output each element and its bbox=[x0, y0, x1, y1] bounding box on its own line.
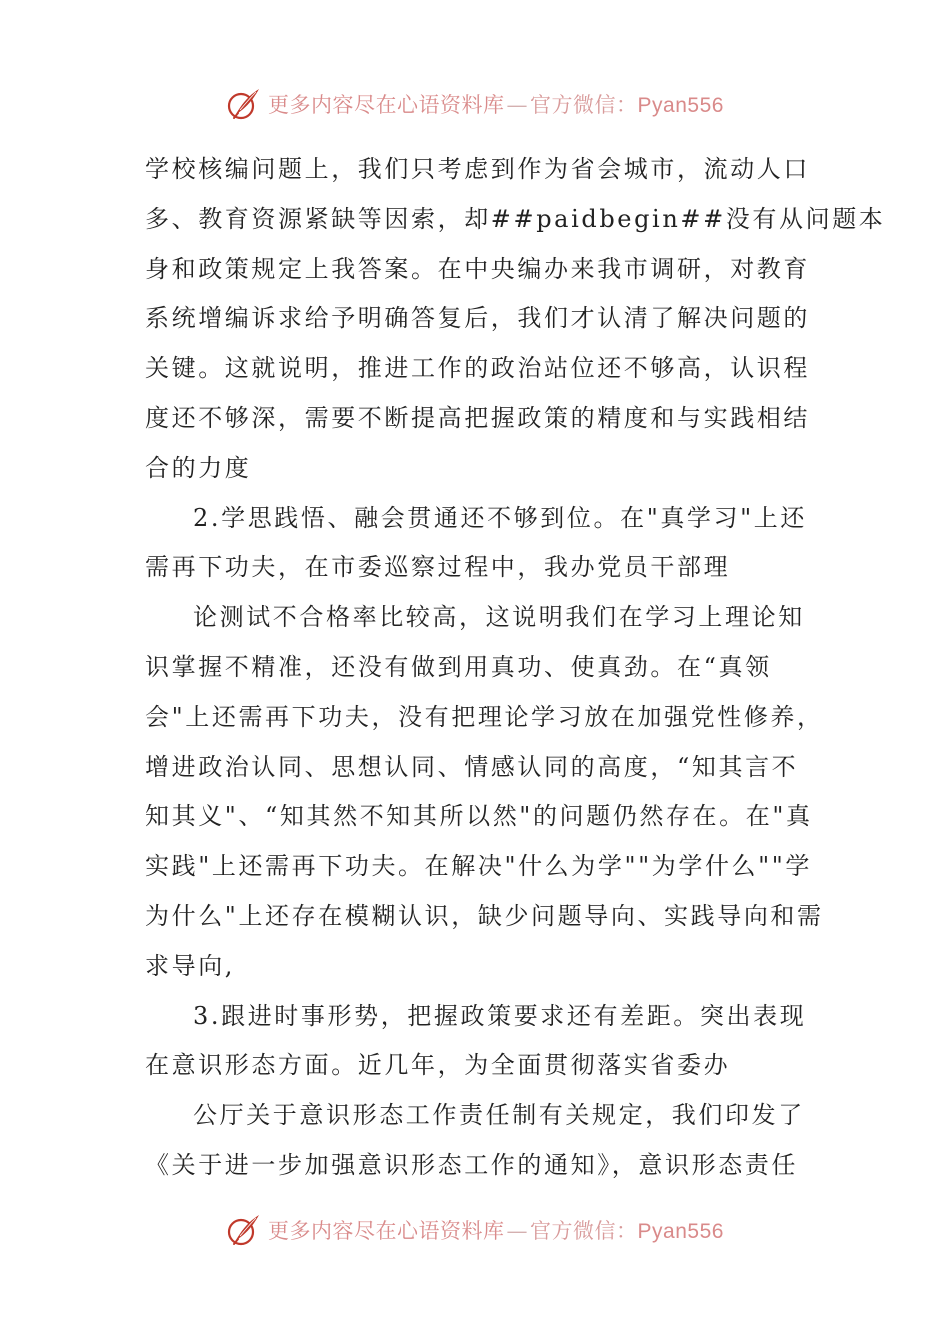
body-line: 会"上还需再下功夫，没有把理论学习放在加强党性修养， bbox=[145, 702, 824, 731]
body-line: 需再下功夫，在市委巡察过程中，我办党员干部理 bbox=[145, 553, 731, 582]
body-line: 求导向, bbox=[145, 951, 236, 980]
header-wechat-label: 官方微信： bbox=[530, 93, 638, 117]
body-line: 身和政策规定上我答案。在中央编办来我市调研，对教育 bbox=[145, 254, 810, 283]
body-line: 多、教育资源紧缺等因索，却##paidbegin##没有从问题本 bbox=[145, 204, 886, 233]
body-line: 在意识形态方面。近几年，为全面贯彻落实省委办 bbox=[145, 1051, 731, 1080]
header-banner-text bbox=[268, 89, 724, 119]
header-site-name: 更多内容尽在心语资料库 bbox=[268, 93, 505, 117]
footer-wechat-id: Pyan556 bbox=[637, 1220, 724, 1243]
document-body bbox=[145, 145, 886, 1191]
body-line: 论测试不合格率比较高，这说明我们在学习上理论知 bbox=[193, 603, 805, 632]
body-line: 系统增编诉求给予明确答复后，我们才认清了解决问题的 bbox=[145, 304, 810, 333]
body-line: 知其义"、“知其然不知其所以然"的问题仍然存在。在"真 bbox=[145, 802, 813, 831]
footer-watermark-banner bbox=[0, 1206, 950, 1254]
body-line: 为什么"上还存在模糊认识，缺少问题导向、实践导向和需 bbox=[145, 901, 824, 930]
footer-site-name: 更多内容尽在心语资料库 bbox=[268, 1219, 505, 1243]
header-separator: — bbox=[506, 93, 529, 117]
body-line: 3.跟进时事形势，把握政策要求还有差距。突出表现 bbox=[193, 1001, 807, 1030]
header-wechat-id: Pyan556 bbox=[637, 94, 724, 117]
quill-pen-logo-icon bbox=[226, 86, 262, 122]
body-line: 学校核编问题上，我们只考虑到作为省会城市，流动人口 bbox=[145, 155, 810, 183]
body-line: 度还不够深，需要不断提高把握政策的精度和与实践相结 bbox=[145, 403, 810, 432]
footer-separator: — bbox=[506, 1219, 529, 1243]
footer-banner-text bbox=[268, 1215, 724, 1245]
body-line: 关键。这就说明，推进工作的政治站位还不够高，认识程 bbox=[145, 354, 810, 383]
header-watermark-banner bbox=[0, 80, 950, 128]
body-line: 实践"上还需再下功夫。在解决"什么为学""为学什么""学 bbox=[145, 852, 813, 881]
body-line: 合的力度 bbox=[145, 453, 252, 482]
body-line: 识掌握不精准，还没有做到用真功、使真劲。在“真领 bbox=[145, 652, 772, 681]
footer-wechat-label: 官方微信： bbox=[530, 1219, 638, 1243]
body-line: 2.学思践悟、融会贯通还不够到位。在"真学习"上还 bbox=[193, 503, 807, 532]
body-line: 《关于进一步加强意识形态工作的通知》，意识形态责任 bbox=[145, 1150, 798, 1179]
quill-pen-logo-icon bbox=[226, 1212, 262, 1248]
body-line: 增进政治认同、思想认同、情感认同的高度，“知其言不 bbox=[145, 752, 799, 781]
body-line: 公厅关于意识形态工作责任制有关规定，我们印发了 bbox=[193, 1101, 805, 1130]
